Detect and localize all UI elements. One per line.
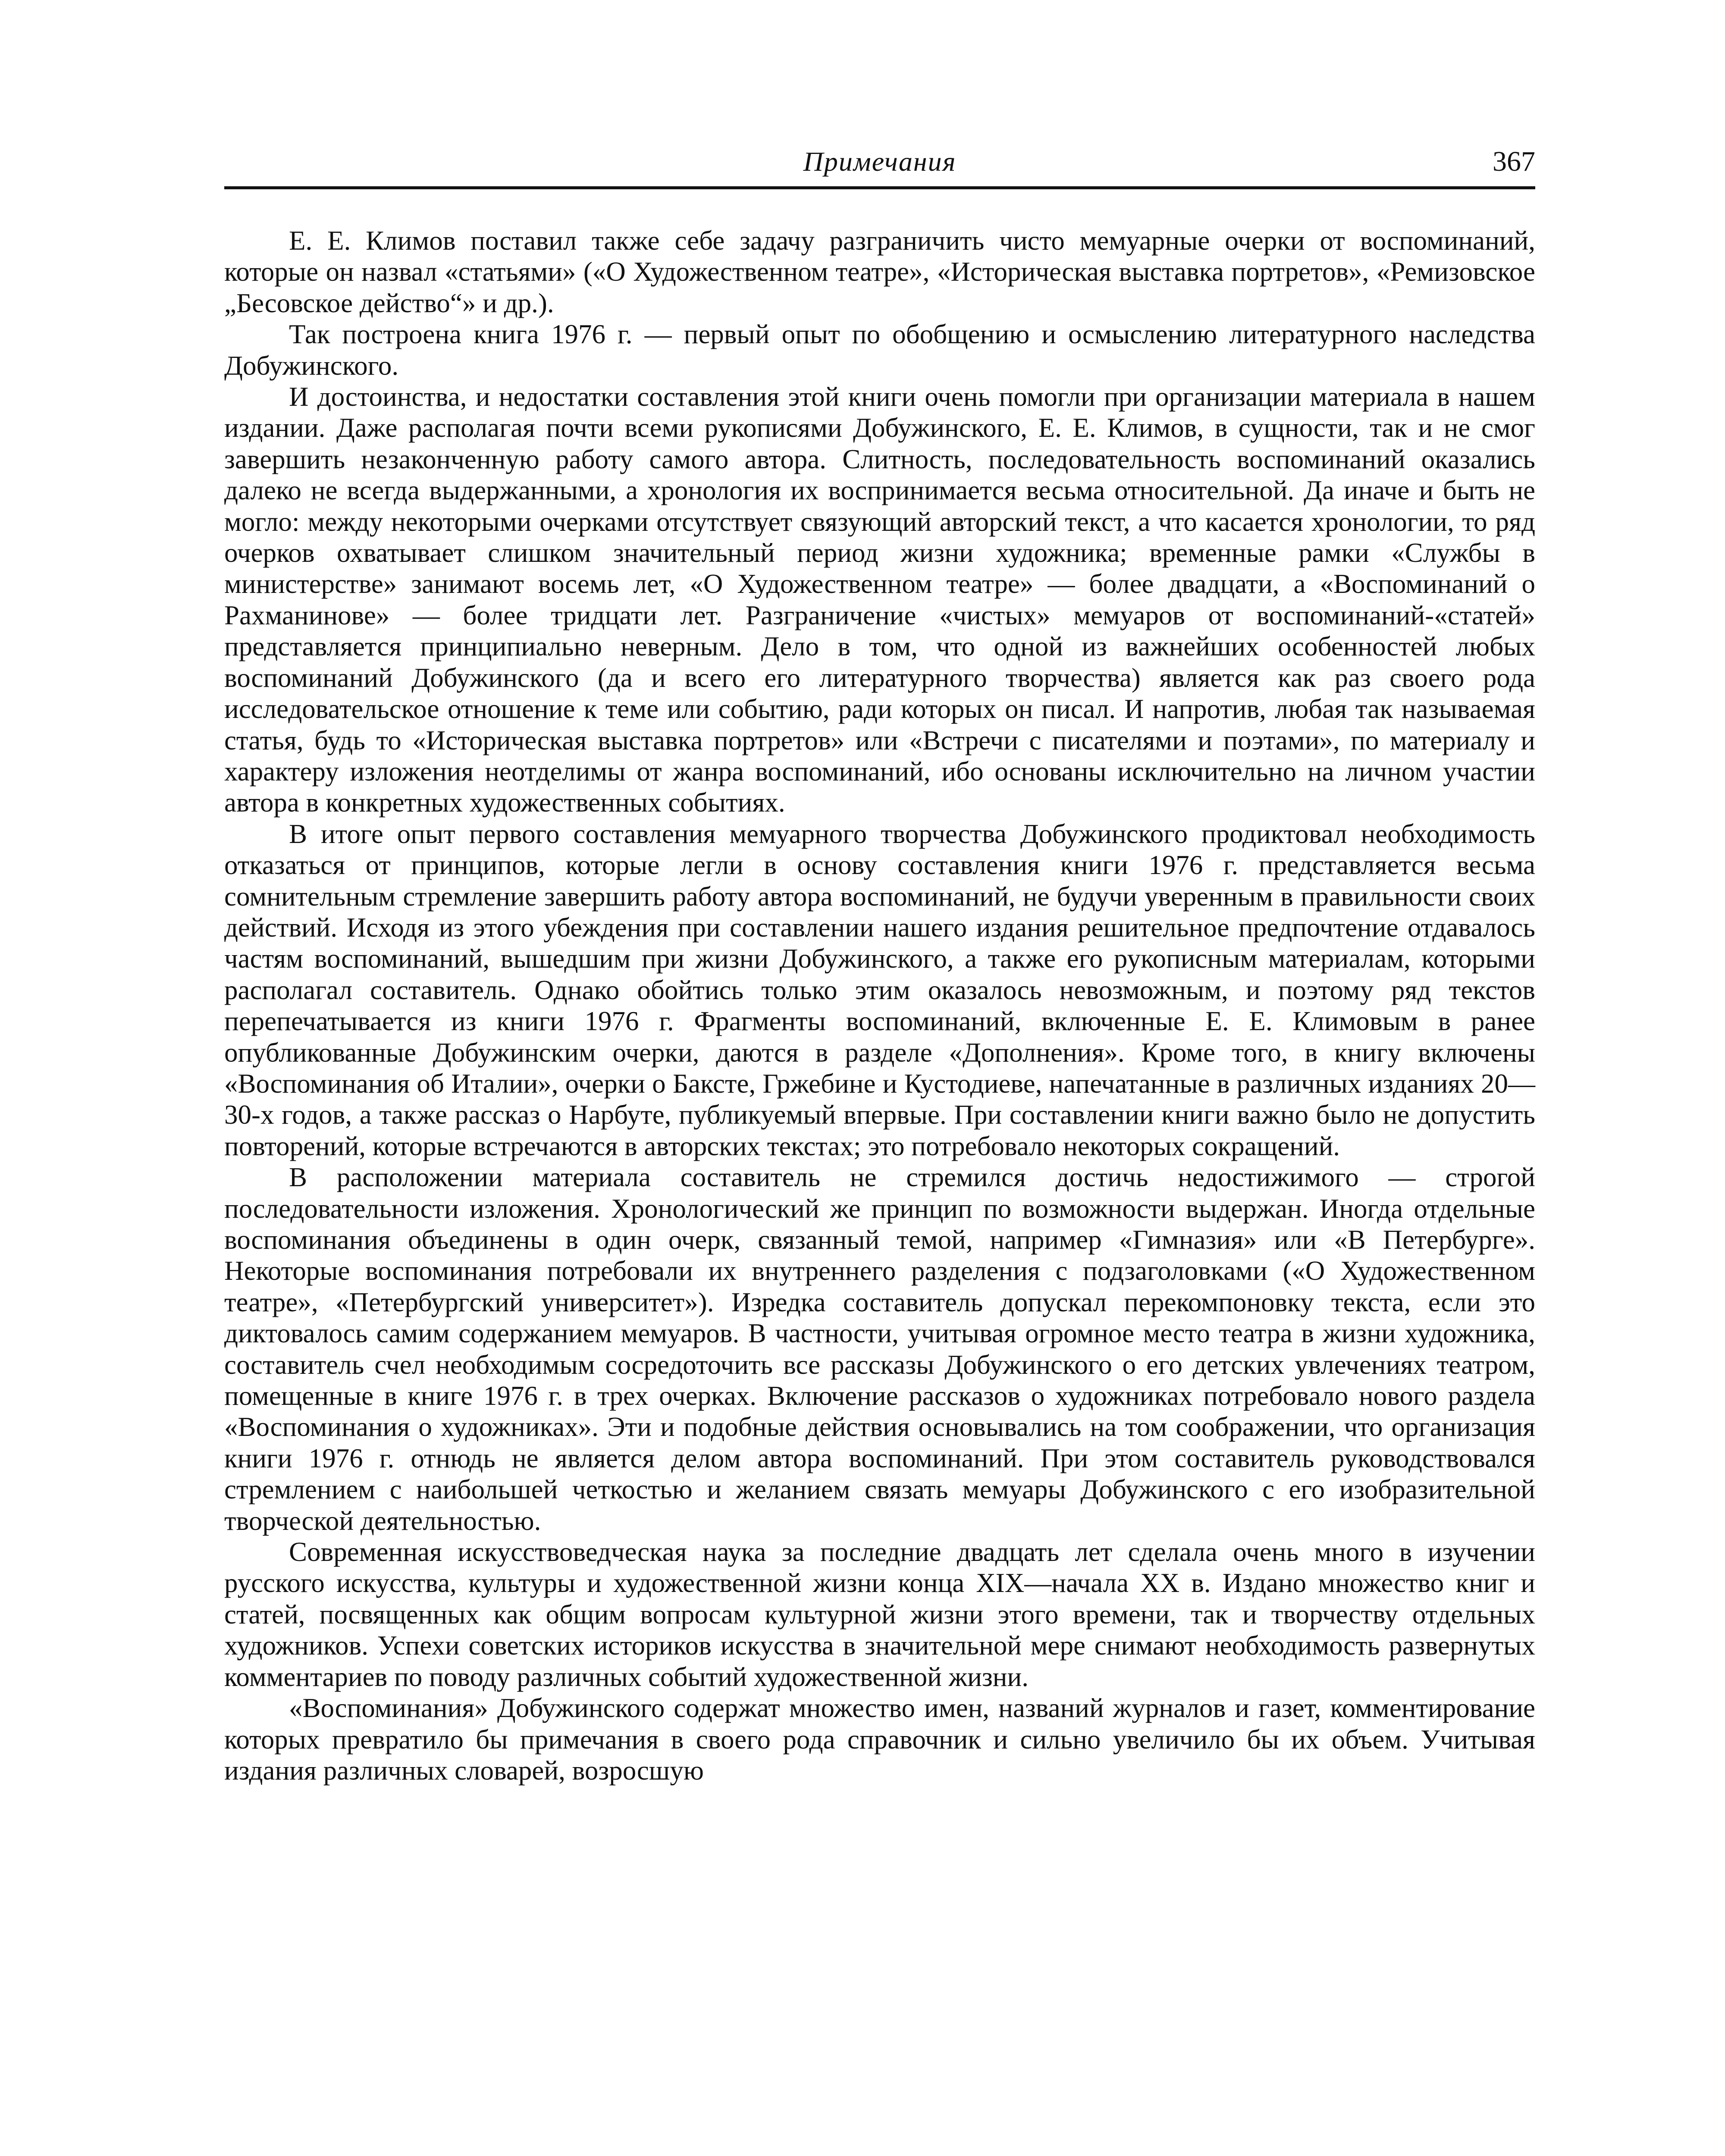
paragraph: И достоинства, и недостатки составления этой книги очень помогли при организации материала в нашем издании. Даже располагая почти всеми рукописями Добужинского, Е. Е. Климов, в сущности, так и не смог завершить незаконченную работу самого автора. Слитность, последовательность воспоминаний оказались далеко не всегда выдержанными, а хронология их воспринимается весьма относительной. Да иначе и быть не могло: между некоторыми очерками отсутствует связующий авторский текст, а что касается хронологии, то ряд очерков охватывает слишком значительный период жизни художника; временные рамки «Службы в министерстве» занимают восемь лет, «О Художественном театре» — более двадцати, а «Воспоминаний о Рахманинове» — более тридцати лет. Разграничение «чистых» мемуаров от воспоминаний-«статей» представляется принципиально неверным. Дело в том, что одной из важнейших особенностей любых воспоминаний Добужинского (да и всего его литературного творчества) является как раз своего рода исследовательское отношение к теме или событию, ради которых он писал. И напротив, любая так называемая статья, будь то «Историческая выставка портретов» или «Встречи с писателями и поэтами», по материалу и характеру изложения неотделимы от жанра воспоминаний, ибо основаны исключительно на личном участии автора в конкретных художественных событиях. bbox=[224, 382, 1535, 818]
paragraph: «Воспоминания» Добужинского содержат множество имен, названий журналов и газет, комментирование которых превратило бы примечания в своего рода справочник и сильно увеличило бы их объем. Учитывая издания различных словарей, возросшую bbox=[224, 1693, 1535, 1786]
paragraph: Е. Е. Климов поставил также себе задачу разграничить чисто мемуарные очерки от воспоминаний, которые он назвал «статьями» («О Художественном театре», «Историческая выставка портретов», «Ремизовское „Бесовское действо“» и др.). bbox=[224, 226, 1535, 318]
body-text bbox=[224, 225, 1535, 1786]
paragraph: Современная искусствоведческая наука за последние двадцать лет сделала очень много в изучении русского искусства, культуры и художественной жизни конца XIX—начала XX в. Издано множество книг и статей, посвященных как общим вопросам культурной жизни этого времени, так и творчеству отдельных художников. Успехи советских историков искусства в значительной мере снимают необходимость развернутых комментариев по поводу различных событий художественной жизни. bbox=[224, 1537, 1535, 1692]
paragraph: В расположении материала составитель не стремился достичь недостижимого — строгой последовательности изложения. Хронологический же принцип по возможности выдержан. Иногда отдельные воспоминания объединены в один очерк, связанный темой, например «Гимназия» или «В Петербурге». Некоторые воспоминания потребовали их внутреннего разделения с подзаголовками («О Художественном театре», «Петербургский университет»). Изредка составитель допускал перекомпоновку текста, если это диктовалось самим содержанием мемуаров. В частности, учитывая огромное место театра в жизни художника, составитель счел необходимым сосредоточить все рассказы Добужинского о его детских увлечениях театром, помещенные в книге 1976 г. в трех очерках. Включение рассказов о художниках потребовало нового раздела «Воспоминания о художниках». Эти и подобные действия основывались на том соображении, что организация книги 1976 г. отнюдь не является делом автора воспоминаний. При этом составитель руководствовался стремлением с наибольшей четкостью и желанием связать мемуары Добужинского с его изобразительной творческой деятельностью. bbox=[224, 1162, 1535, 1536]
running-head bbox=[224, 142, 1535, 190]
paragraph: В итоге опыт первого составления мемуарного творчества Добужинского продиктовал необходимость отказаться от принципов, которые легли в основу составления книги 1976 г. представляется весьма сомнительным стремление завершить работу автора воспоминаний, не будучи уверенным в правильности своих действий. Исходя из этого убеждения при составлении нашего издания решительное предпочтение отдавалось частям воспоминаний, вышедшим при жизни Добужинского, а также его рукописным материалам, которыми располагал составитель. Однако обойтись только этим оказалось невозможным, и поэтому ряд текстов перепечатывается из книги 1976 г. Фрагменты воспоминаний, включенные Е. Е. Климовым в ранее опубликованные Добужинским очерки, даются в разделе «Дополнения». Кроме того, в книгу включены «Воспоминания об Италии», очерки о Баксте, Гржебине и Кустодиеве, напечатанные в различных изданиях 20—30-х годов, а также рассказ о Нарбуте, публикуемый впервые. При составлении книги важно было не допустить повторений, которые встречаются в авторских текстах; это потребовало некоторых сокращений. bbox=[224, 818, 1535, 1161]
running-title: Примечания bbox=[803, 146, 957, 177]
paragraph: Так построена книга 1976 г. — первый опыт по обобщению и осмыслению литературного наследства Добужинского. bbox=[224, 319, 1535, 381]
page-number: 367 bbox=[1493, 146, 1535, 177]
header-rule bbox=[224, 186, 1535, 189]
